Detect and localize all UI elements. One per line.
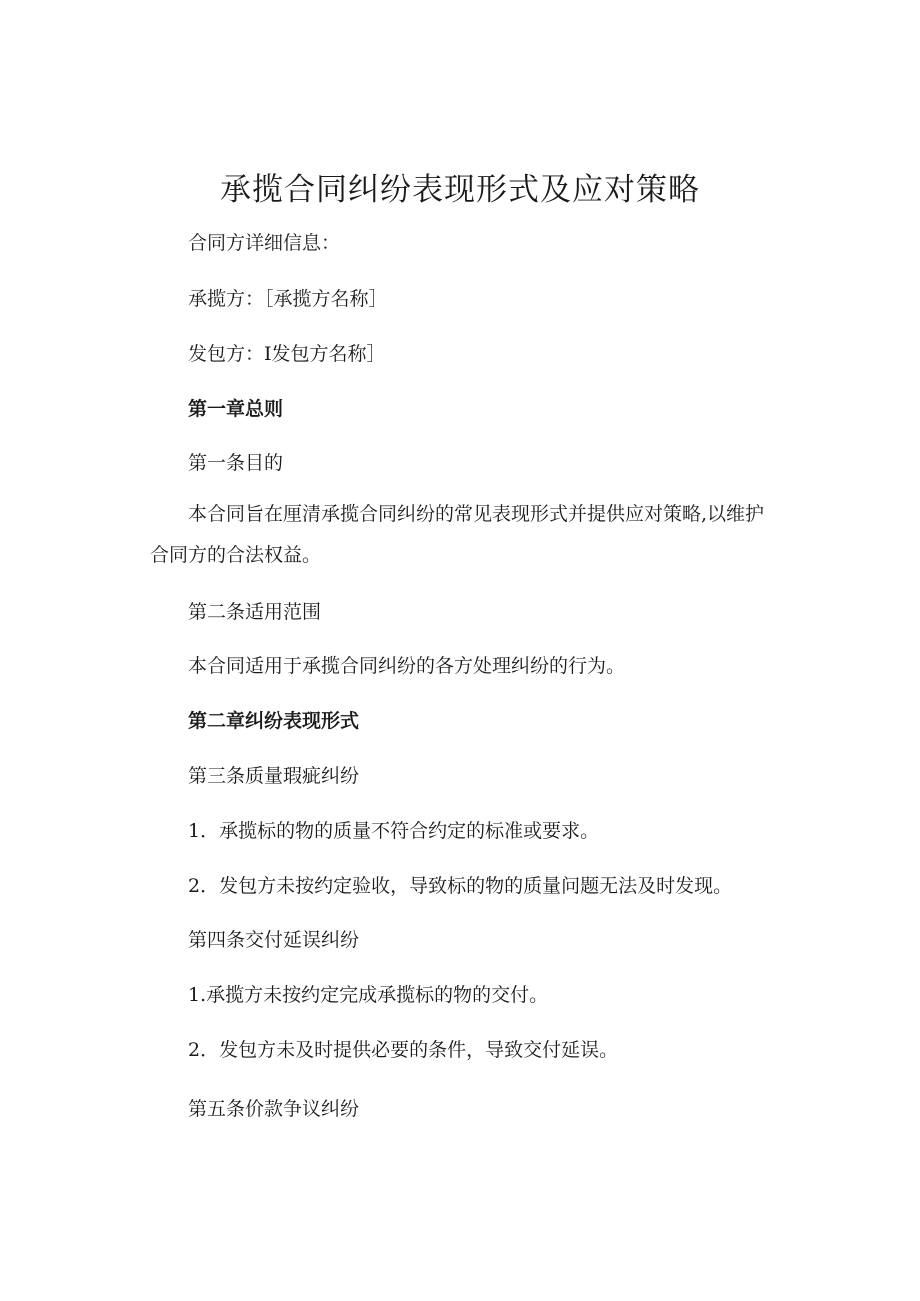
client-line: 发包方：I发包方名称］	[188, 343, 386, 365]
party-info-label: 合同方详细信息：	[188, 232, 341, 254]
article5-title: 第五条价款争议纠纷	[188, 1098, 360, 1120]
article4-item-1: 1.承揽方未按约定完成承揽标的物的交付。	[188, 984, 549, 1006]
article2-title: 第二条适用范围	[188, 601, 322, 623]
article1-text: 本合同旨在厘清承揽合同纠纷的常见表现形式并提供应对策略,以维护合同方的合法权益。	[150, 503, 765, 566]
article3-item-2: 2．发包方未按约定验收，导致标的物的质量问题无法及时发现。	[188, 875, 733, 897]
article2-text: 本合同适用于承揽合同纠纷的各方处理纠纷的行为。	[188, 655, 626, 677]
chapter2-heading: 第二章纠纷表现形式	[188, 710, 360, 732]
article1-title: 第一条目的	[188, 452, 284, 474]
document-title: 承揽合同纠纷表现形式及应对策略	[220, 172, 700, 208]
article4-title: 第四条交付延误纠纷	[188, 929, 360, 951]
article3-item-1: 1．承揽标的物的质量不符合约定的标准或要求。	[188, 820, 600, 842]
chapter1-heading: 第一章总则	[188, 398, 284, 420]
article3-title: 第三条质量瑕疵纠纷	[188, 765, 360, 787]
article4-item-2: 2．发包方未及时提供必要的条件，导致交付延误。	[188, 1039, 619, 1061]
contractor-line: 承揽方：［承揽方名称］	[188, 288, 388, 310]
